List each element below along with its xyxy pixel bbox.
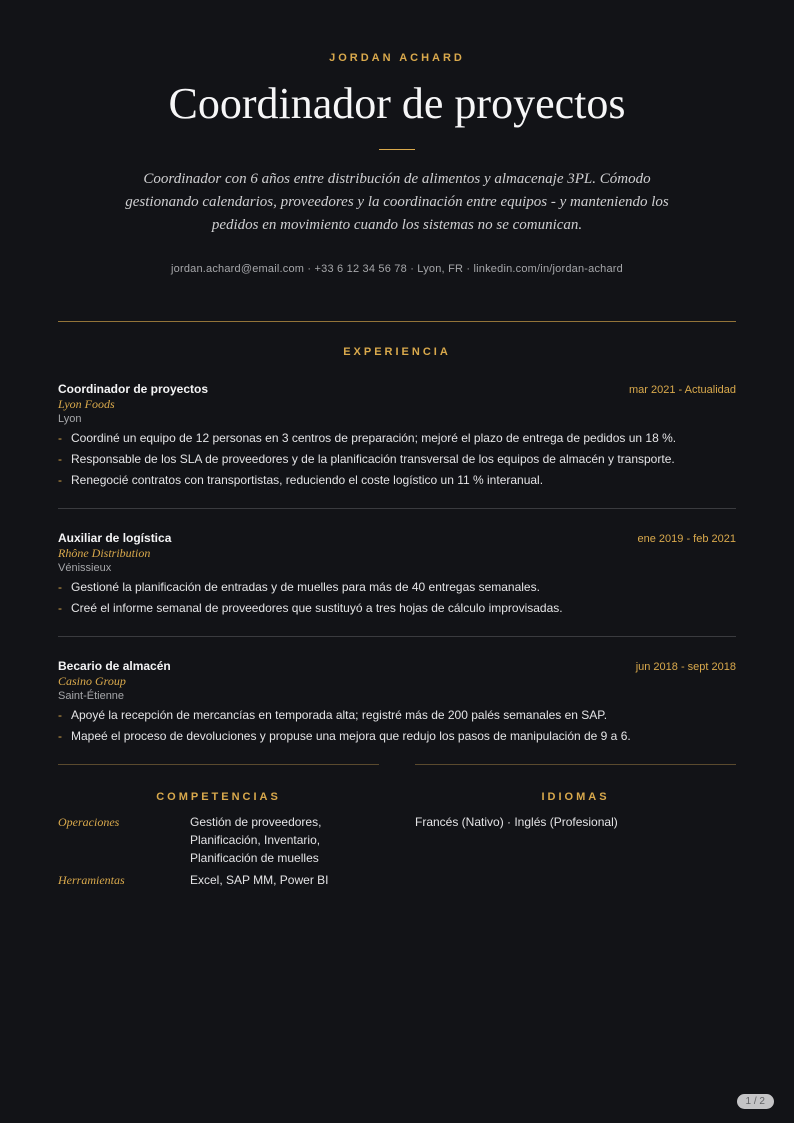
job-role: Becario de almacén: [58, 659, 171, 674]
candidate-name: JORDAN ACHARD: [329, 52, 465, 64]
languages-section: [415, 764, 736, 889]
job-company: Casino Group: [58, 674, 126, 689]
job-bullet: [58, 449, 736, 470]
job-bullet: [58, 726, 736, 747]
job-role: Coordinador de proyectos: [58, 382, 209, 397]
languages-list: Francés (Nativo) · Inglés (Profesional): [415, 815, 618, 830]
skill-category: Herramientas: [58, 873, 125, 888]
job-company: Rhône Distribution: [58, 546, 151, 561]
skill-row: [58, 871, 379, 889]
skills-divider: [58, 764, 379, 765]
skills-title: COMPETENCIAS: [156, 791, 281, 804]
bullet-text: Renegocié contratos con transportistas, reduciendo el coste logístico un 11 % interanual.: [71, 473, 544, 488]
skill-items: Excel, SAP MM, Power BI: [190, 873, 329, 888]
dash-icon: -: [58, 431, 62, 446]
job-divider: [58, 508, 736, 509]
bullet-text: Apoyé la recepción de mercancías en temporada alta; registré más de 200 palés semanales en SAP.: [71, 708, 608, 723]
profile-summary: Coordinador con 6 años entre distribución de alimentos y almacenaje 3PL. Cómodo gestionando calendarios, proveedores y la coordinación entre equipos - y manteniendo los pedidos en movimiento cuando los sistemas no se comunican.: [125, 171, 669, 234]
title-divider: [379, 149, 415, 150]
job-bullet: [58, 577, 736, 598]
resume-page: [58, 0, 736, 889]
contact-line: jordan.achard@email.com · +33 6 12 34 56 78 · Lyon, FR · linkedin.com/in/jordan-achard: [171, 263, 623, 276]
skills-section: [58, 764, 379, 889]
job-divider: [58, 636, 736, 637]
job-location: Lyon: [58, 413, 82, 426]
job-bullet: [58, 705, 736, 726]
job-bullet: [58, 598, 736, 619]
header-divider: [58, 321, 736, 322]
languages-divider: [415, 764, 736, 765]
skill-row: [58, 813, 379, 867]
job-date: jun 2018 - sept 2018: [635, 661, 736, 674]
bottom-columns: [58, 764, 736, 889]
experience-title: EXPERIENCIA: [343, 346, 451, 359]
job-entry: [58, 659, 736, 764]
job-bullet: [58, 470, 736, 491]
job-bullet: [58, 428, 736, 449]
page-indicator: 1 / 2: [737, 1094, 774, 1109]
job-bullets: [58, 577, 736, 619]
dash-icon: -: [58, 729, 62, 744]
skill-category: Operaciones: [58, 815, 120, 830]
bullet-text: Gestioné la planificación de entradas y de muelles para más de 40 entregas semanales.: [71, 580, 540, 595]
job-title: Coordinador de proyectos: [168, 79, 626, 128]
dash-icon: -: [58, 708, 62, 723]
dash-icon: -: [58, 580, 62, 595]
job-entry: [58, 382, 736, 509]
bullet-text: Coordiné un equipo de 12 personas en 3 centros de preparación; mejoré el plazo de entrega de pedidos un 18 %.: [71, 431, 677, 446]
bullet-text: Creé el informe semanal de proveedores que sustituyó a tres hojas de cálculo improvisadas.: [71, 601, 563, 616]
job-company: Lyon Foods: [58, 397, 115, 412]
dash-icon: -: [58, 452, 62, 467]
job-entry: [58, 531, 736, 637]
bullet-text: Mapeé el proceso de devoluciones y propuse una mejora que redujo los pasos de manipulación de 9 a 6.: [71, 729, 631, 744]
job-role: Auxiliar de logística: [58, 531, 172, 546]
dash-icon: -: [58, 473, 62, 488]
job-bullets: [58, 705, 736, 747]
experience-section: [58, 346, 736, 764]
job-location: Vénissieux: [58, 562, 112, 575]
resume-header: [58, 0, 736, 275]
job-location: Saint-Étienne: [58, 690, 125, 703]
bullet-text: Responsable de los SLA de proveedores y de la planificación transversal de los equipos de almacén y transporte.: [71, 452, 675, 467]
job-bullets: [58, 428, 736, 491]
job-date: mar 2021 - Actualidad: [628, 384, 736, 397]
dash-icon: -: [58, 601, 62, 616]
skill-items: Gestión de proveedores, Planificación, Inventario, Planificación de muelles: [190, 815, 322, 866]
languages-title: IDIOMAS: [541, 791, 610, 804]
job-date: ene 2019 - feb 2021: [637, 533, 736, 546]
